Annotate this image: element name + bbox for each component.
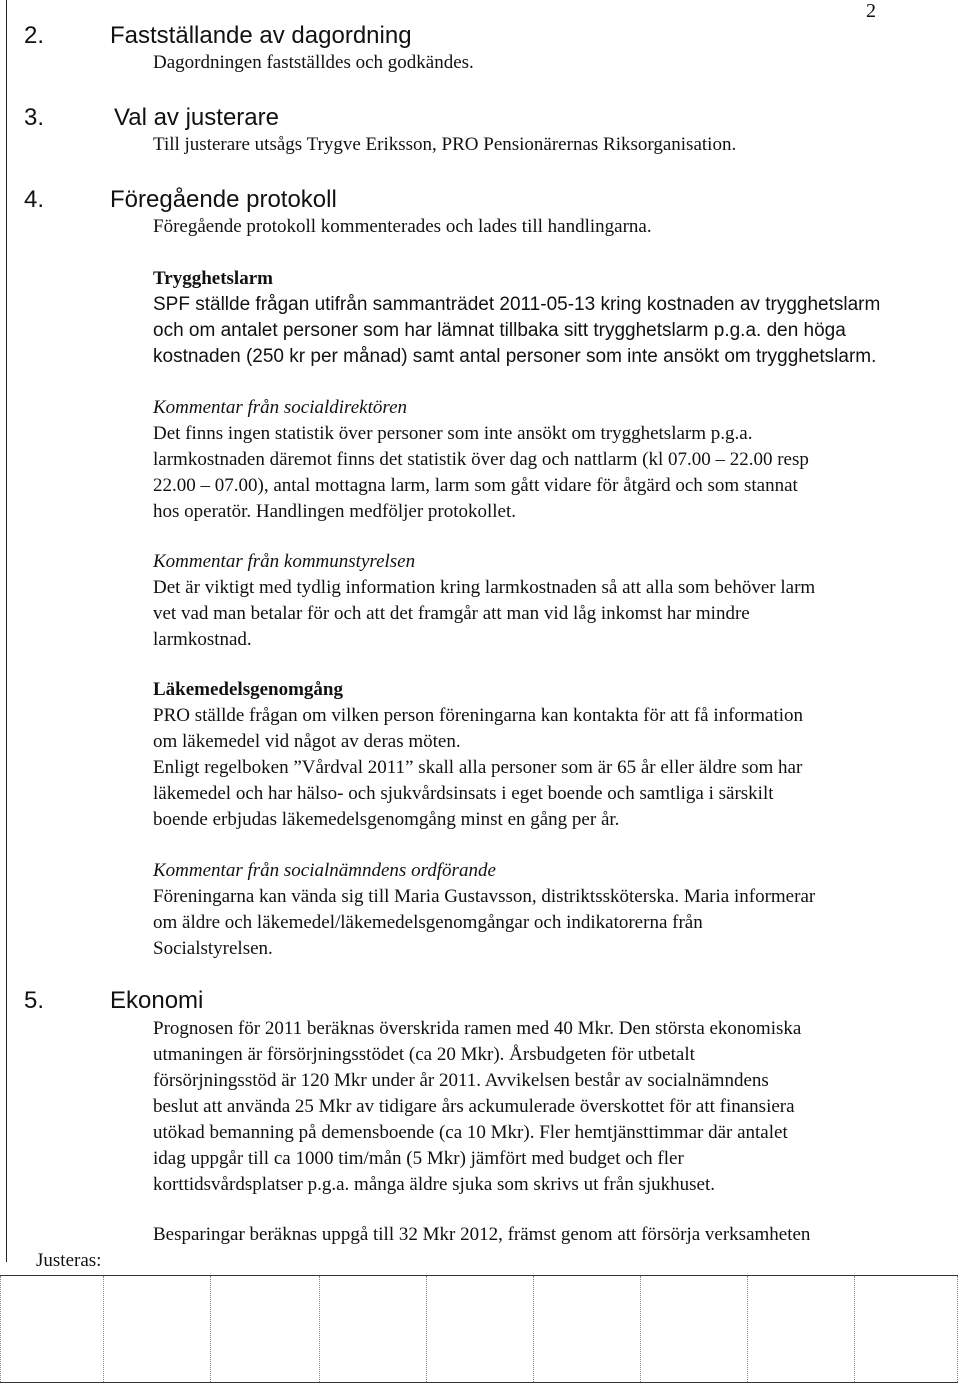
text-line: utökad bemanning på demensboende (ca 10 Mkr). Fler hemtjänsttimmar där antalet: [153, 1122, 788, 1143]
text-line: Socialstyrelsen.: [153, 938, 273, 959]
section-number: 3.: [24, 104, 45, 131]
text-line: PRO ställde frågan om vilken person föreningarna kan kontakta för att få information: [153, 705, 804, 726]
text-line: larmkostnaden däremot finns det statistik över dag och nattlarm (kl 07.00 – 22.00 resp: [153, 449, 809, 470]
section-number: 5.: [24, 987, 45, 1014]
text-line: Besparingar beräknas uppgå till 32 Mkr 2012, främst genom att försörja verksamheten: [153, 1224, 811, 1245]
paragraph: Föregående protokoll kommenterades och lades till handlingarna.: [153, 216, 652, 237]
text-line: Föreningarna kan vända sig till Maria Gustavsson, distriktssköterska. Maria informerar: [153, 886, 816, 907]
text-line: boende erbjudas läkemedelsgenomgång minst en gång per år.: [153, 809, 620, 830]
lakemedel-block: [153, 677, 943, 833]
subheading-lakemedel: Läkemedelsgenomgång: [153, 679, 343, 700]
signature-box: [0, 1275, 958, 1383]
text-line: hos operatör. Handlingen medföljer protokollet.: [153, 501, 517, 522]
signature-cell-divider: [640, 1276, 641, 1382]
text-line: om äldre och läkemedel/läkemedelsgenomgångar och indikatorerna från: [153, 912, 703, 933]
text-line: försörjningsstöd är 120 Mkr under år 2011. Avvikelsen består av socialnämndens: [153, 1070, 769, 1091]
paragraph: Till justerare utsågs Trygve Eriksson, PRO Pensionärernas Riksorganisation.: [153, 134, 737, 155]
text-line: larmkostnad.: [153, 629, 252, 650]
text-line: korttidsvårdsplatser p.g.a. många äldre sjuka som skrivs ut från sjukhuset.: [153, 1174, 715, 1195]
page-number: 2: [866, 0, 876, 22]
section-2-body: [153, 50, 943, 76]
section-title: Val av justerare: [114, 104, 279, 131]
comment-heading: Kommentar från socialdirektören: [153, 397, 408, 418]
signature-cell-divider: [747, 1276, 748, 1382]
comment-heading: Kommentar från kommunstyrelsen: [153, 551, 416, 572]
section-title: Föregående protokoll: [110, 186, 337, 213]
left-margin-rule: [6, 0, 7, 1262]
comment-kommunstyrelsen: [153, 549, 943, 653]
text-line: kostnaden (250 kr per månad) samt antal personer som inte ansökt om trygghetslarm.: [153, 346, 877, 367]
comment-socialnamnden: [153, 858, 943, 962]
comment-heading: Kommentar från socialnämndens ordförande: [153, 860, 496, 881]
text-line: och om antalet personer som har lämnat tillbaka sitt trygghetslarm p.g.a. den höga: [153, 320, 846, 341]
section-5-body: [153, 1016, 943, 1198]
section-title: Fastställande av dagordning: [110, 22, 412, 49]
section-5-body-cont: [153, 1222, 943, 1248]
signature-cell-divider: [0, 1276, 1, 1382]
signature-cell-divider: [319, 1276, 320, 1382]
section-4-body: [153, 214, 943, 240]
paragraph: Dagordningen fastställdes och godkändes.: [153, 52, 474, 73]
text-line: Det finns ingen statistik över personer som inte ansökt om trygghetslarm p.g.a.: [153, 423, 753, 444]
subheading-trygghetslarm: Trygghetslarm: [153, 268, 273, 289]
trygghetslarm-block: [153, 266, 943, 370]
trygghetslarm-text: [153, 292, 943, 370]
signature-cell-divider: [103, 1276, 104, 1382]
text-line: läkemedel och har hälso- och sjukvårdsinsats i eget boende och samtliga i särskilt: [153, 783, 774, 804]
section-number: 2.: [24, 22, 45, 49]
signature-cell-divider: [210, 1276, 211, 1382]
text-line: om läkemedel vid något av deras möten.: [153, 731, 461, 752]
text-line: 22.00 – 07.00), antal mottagna larm, larm som gått vidare för åtgärd och som stannat: [153, 475, 798, 496]
text-line: Prognosen för 2011 beräknas överskrida ramen med 40 Mkr. Den största ekonomiska: [153, 1018, 802, 1039]
section-number: 4.: [24, 186, 45, 213]
text-line: vet vad man betalar för och att det framgår att man vid låg inkomst har mindre: [153, 603, 750, 624]
signature-cell-divider: [426, 1276, 427, 1382]
text-line: Det är viktigt med tydlig information kring larmkostnaden så att alla som behöver larm: [153, 577, 816, 598]
text-line: SPF ställde frågan utifrån sammanträdet 2011-05-13 kring kostnaden av trygghetslarm: [153, 294, 881, 315]
text-line: utmaningen är försörjningsstödet (ca 20 Mkr). Årsbudgeten för utbetalt: [153, 1044, 695, 1065]
signature-cell-divider: [533, 1276, 534, 1382]
justeras-label: Justeras:: [36, 1250, 102, 1271]
signature-cell-divider: [957, 1276, 958, 1382]
text-line: beslut att använda 25 Mkr av tidigare års ackumulerade överskottet för att finansiera: [153, 1096, 795, 1117]
section-3-body: [153, 132, 943, 158]
comment-socialdirektoren: [153, 395, 943, 525]
section-title: Ekonomi: [110, 987, 204, 1014]
text-line: Enligt regelboken ”Vårdval 2011” skall alla personer som är 65 år eller äldre som har: [153, 757, 803, 778]
signature-cell-divider: [854, 1276, 855, 1382]
text-line: idag uppgår till ca 1000 tim/mån (5 Mkr) jämfört med budget och fler: [153, 1148, 684, 1169]
